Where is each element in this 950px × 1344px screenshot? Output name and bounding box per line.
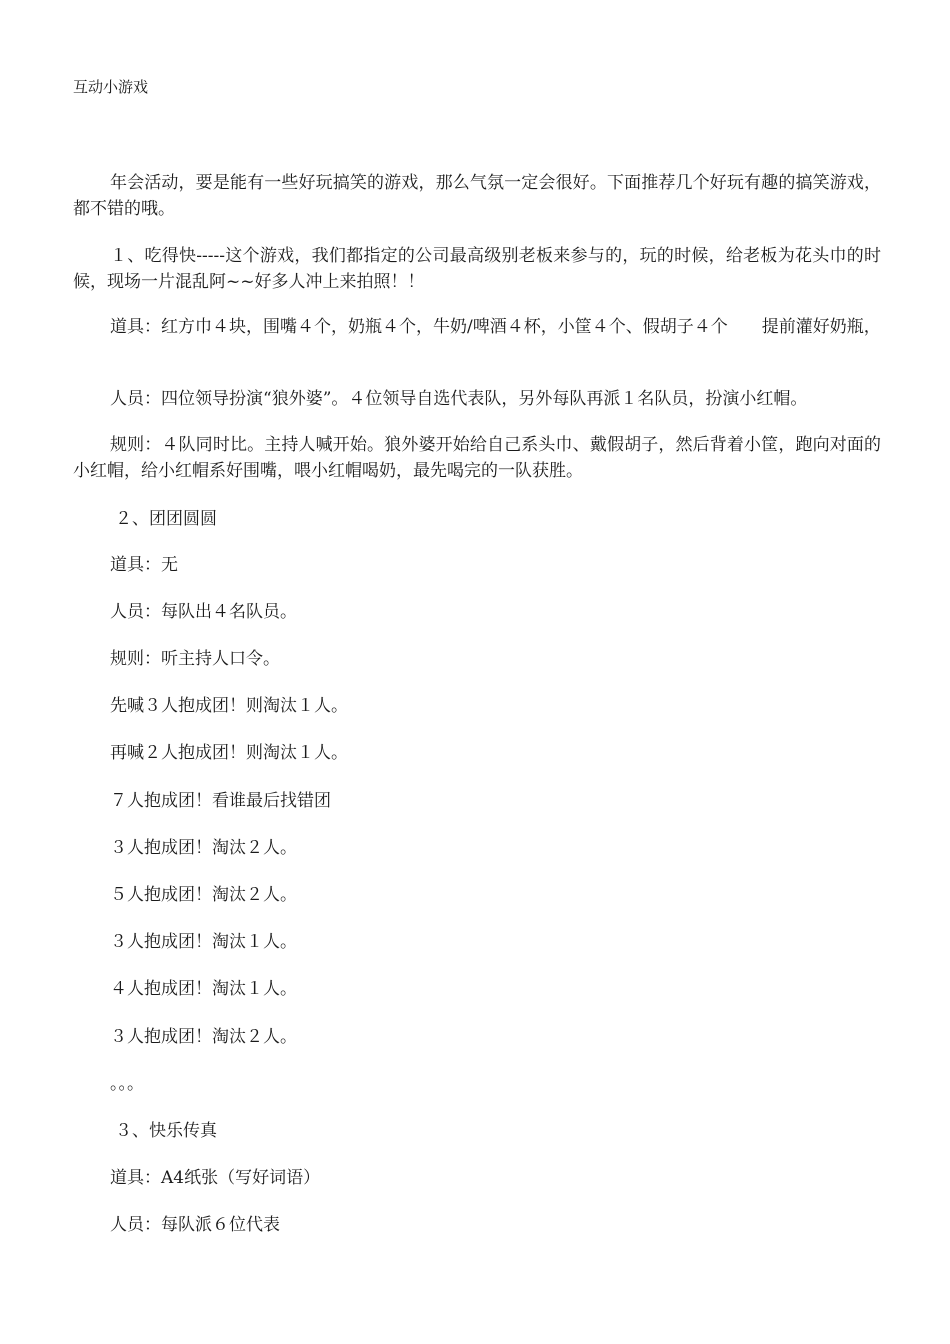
game2-step: ７人抱成团！看谁最后找错团 xyxy=(110,791,331,811)
game2-people: 人员：每队出４名队员。 xyxy=(110,602,297,622)
game2-step: ３人抱成团！淘汰２人。 xyxy=(110,838,297,858)
game2-ellipsis: 。。。 xyxy=(110,1074,144,1094)
game1-people: 人员：四位领导扮演“狼外婆”。４位领导自选代表队，另外每队再派１名队员，扮演小红帽。 xyxy=(110,389,808,409)
game2-props: 道具：无 xyxy=(110,555,178,575)
game1-heading-paragraph: １、吃得快-----这个游戏，我们都指定的公司最高级别老板来参与的，玩的时候，给老板为花头巾的时候，现场一片混乱阿~~好多人冲上来拍照！！ xyxy=(73,246,881,292)
game2-step: ４人抱成团！淘汰１人。 xyxy=(110,979,297,999)
game1-rules: 规则：４队同时比。主持人喊开始。狼外婆开始给自己系头巾、戴假胡子，然后背着小筐，跑向对面的小红帽，给小红帽系好围嘴，喂小红帽喝奶，最先喝完的一队获胜。 xyxy=(73,435,881,481)
game2-step: ５人抱成团！淘汰２人。 xyxy=(110,885,297,905)
game2-step: 再喊２人抱成团！则淘汰１人。 xyxy=(110,743,348,763)
game2-heading: ２、团团圆圆 xyxy=(115,509,217,529)
game3-heading: ３、快乐传真 xyxy=(115,1121,217,1141)
game3-people: 人员：每队派６位代表 xyxy=(110,1215,280,1235)
document-title: 互动小游戏 xyxy=(73,78,149,96)
game2-step: 先喊３人抱成团！则淘汰１人。 xyxy=(110,696,348,716)
game3-props: 道具：A4纸张（写好词语） xyxy=(110,1168,321,1188)
game2-step: ３人抱成团！淘汰２人。 xyxy=(110,1027,297,1047)
game2-step: ３人抱成团！淘汰１人。 xyxy=(110,932,297,952)
game2-rules: 规则：听主持人口令。 xyxy=(110,649,280,669)
intro-paragraph: 年会活动，要是能有一些好玩搞笑的游戏，那么气氛一定会很好。下面推荐几个好玩有趣的搞笑游戏，都不错的哦。 xyxy=(73,173,881,219)
game1-props: 道具：红方巾４块，围嘴４个，奶瓶４个，牛奶/啤酒４杯，小筐４个、假胡子４个 提前灌好奶瓶， xyxy=(110,317,881,337)
